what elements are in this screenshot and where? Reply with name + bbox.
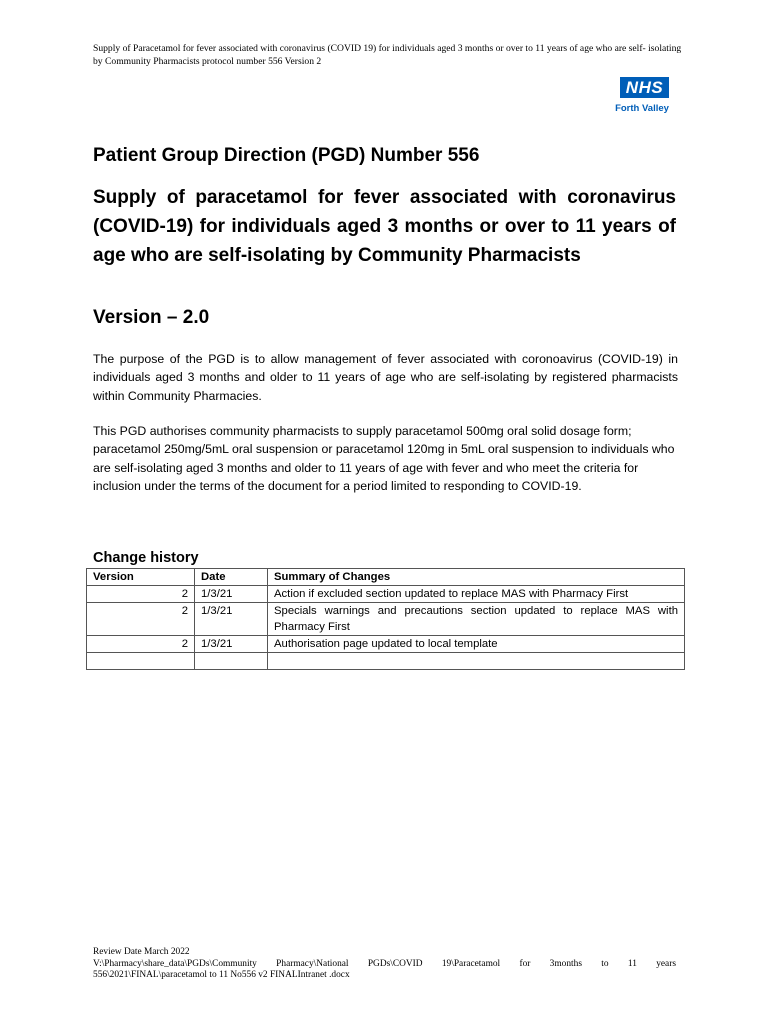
nhs-forth-valley-logo (612, 77, 672, 119)
summary-cell: Action if excluded section updated to replace MAS with Pharmacy First (268, 586, 685, 603)
nhs-logo-mark: NHS (620, 77, 669, 98)
version-cell: 2 (87, 586, 195, 603)
summary-cell (268, 653, 685, 670)
document-subtitle: Supply of paracetamol for fever associated with coronavirus (COVID-19) for individuals aged 3 months or over to 11 years of age who are self-isolating by Community Pharmacists (93, 187, 676, 266)
table-row (87, 636, 685, 653)
change-history-heading: Change history (93, 550, 199, 566)
date-cell: 1/3/21 (195, 603, 268, 636)
file-path-line-1: V:\Pharmacy\share_data\PGDs\Community Pharmacy\National PGDs\COVID 19\Paracetamol for 3months to 11 years (93, 958, 676, 969)
purpose-paragraph: The purpose of the PGD is to allow management of fever associated with coronoavirus (COVID-19) in individuals aged 3 months and older to 11 years of age who are self-isolating by registered pharmacists within Community Pharmacies. (93, 352, 678, 403)
running-header: Supply of Paracetamol for fever associated with coronavirus (COVID 19) for individuals aged 3 months or over to 11 years of age who are self- isolating by Community Pharmacists protocol number 556 Version 2 (93, 43, 682, 67)
summary-cell: Authorisation page updated to local template (268, 636, 685, 653)
version-cell: 2 (87, 603, 195, 636)
nhs-logo-org-name: Forth Valley (615, 103, 669, 114)
version-cell: 2 (87, 636, 195, 653)
change-history-table (86, 568, 685, 670)
version-cell (87, 653, 195, 670)
table-row-empty (87, 653, 685, 670)
file-path-line-2: 556\2021\FINAL\paracetamol to 11 No556 v2 FINALIntranet .docx (93, 970, 350, 980)
document-version: Version – 2.0 (93, 307, 210, 328)
column-header-version: Version (87, 569, 195, 586)
review-date: Review Date March 2022 (93, 947, 190, 957)
page-footer (93, 947, 676, 982)
date-cell: 1/3/21 (195, 586, 268, 603)
column-header-summary: Summary of Changes (268, 569, 685, 586)
document-title: Patient Group Direction (PGD) Number 556 (93, 145, 480, 166)
table-header-row (87, 569, 685, 586)
date-cell: 1/3/21 (195, 636, 268, 653)
date-cell (195, 653, 268, 670)
column-header-date: Date (195, 569, 268, 586)
table-row (87, 586, 685, 603)
table-row (87, 603, 685, 636)
summary-cell: Specials warnings and precautions section updated to replace MAS with Pharmacy First (268, 603, 685, 636)
authorisation-paragraph: This PGD authorises community pharmacists to supply paracetamol 500mg oral solid dosage form; paracetamol 250mg/5mL oral suspension or paracetamol 120mg in 5mL oral suspension to individuals who are self-isolating aged 3 months and older to 11 years of age with fever and who meet the criteria for inclusion under the terms of the document for a period limited to responding to COVID-19. (93, 424, 675, 493)
